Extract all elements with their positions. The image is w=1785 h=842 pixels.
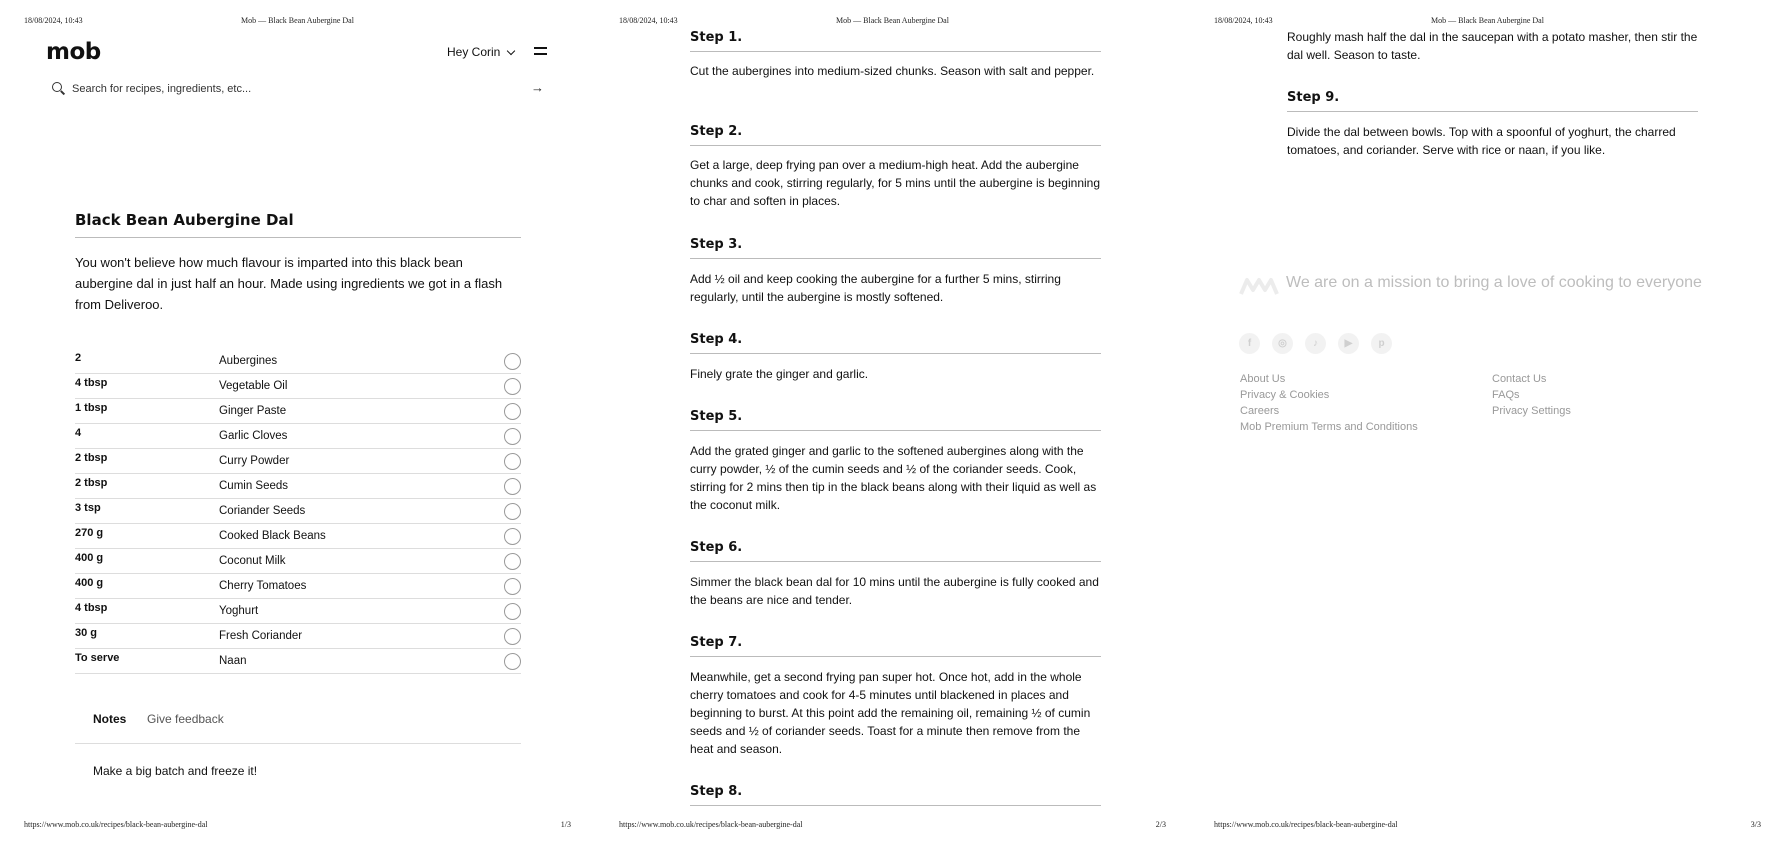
tab-give-feedback[interactable]: Give feedback bbox=[147, 712, 224, 726]
ingredient-checkbox[interactable] bbox=[504, 528, 521, 545]
ingredient-checkbox[interactable] bbox=[504, 478, 521, 495]
step-4-text: Finely grate the ginger and garlic. bbox=[690, 367, 869, 381]
note-text: Make a big batch and freeze it! bbox=[93, 764, 258, 778]
print-page-2 bbox=[595, 0, 1190, 842]
ingredient-name: Aubergines bbox=[219, 355, 278, 367]
print-doc-title: Mob — Black Bean Aubergine Dal bbox=[1431, 16, 1544, 25]
footer-link[interactable]: Mob Premium Terms and Conditions bbox=[1240, 421, 1418, 433]
step-6-text: Simmer the black bean dal for 10 mins until the aubergine is fully cooked and the beans are nice and tender. bbox=[690, 575, 1099, 607]
print-page-number: 2/3 bbox=[1155, 820, 1166, 829]
print-footer bbox=[1214, 820, 1761, 832]
ingredient-qty: 2 tbsp bbox=[75, 452, 108, 464]
youtube-icon[interactable]: ▶ bbox=[1338, 333, 1359, 354]
ingredient-row bbox=[75, 424, 521, 449]
print-page-number: 1/3 bbox=[560, 820, 571, 829]
ingredient-name: Garlic Cloves bbox=[219, 430, 288, 442]
mob-logo[interactable]: mob bbox=[46, 39, 101, 65]
ingredient-checkbox[interactable] bbox=[504, 378, 521, 395]
ingredient-row bbox=[75, 374, 521, 399]
step-5-title: Step 5. bbox=[690, 409, 1101, 431]
print-datetime: 18/08/2024, 10:43 bbox=[1214, 16, 1273, 25]
ingredient-name: Coriander Seeds bbox=[219, 505, 306, 517]
notes-tabs bbox=[75, 708, 521, 744]
step-1-title: Step 1. bbox=[690, 30, 1101, 52]
mission-statement: We are on a mission to bring a love of cooking to everyone bbox=[1286, 274, 1702, 291]
ingredient-qty: 400 g bbox=[75, 577, 104, 589]
step-3-title: Step 3. bbox=[690, 237, 1101, 259]
step-4-title: Step 4. bbox=[690, 332, 1101, 354]
tab-notes[interactable]: Notes bbox=[93, 712, 127, 726]
ingredient-row bbox=[75, 574, 521, 599]
step-8-title: Step 8. bbox=[690, 784, 1101, 806]
footer-link[interactable]: Privacy Settings bbox=[1492, 405, 1571, 417]
step-7-text: Meanwhile, get a second frying pan super hot. Once hot, add in the whole cherry tomatoes and cook for 4-5 minutes until blackened in places and beginning to burst. At this point add the remaining oil, remaining ½ of cumin seeds and ½ of coriander seeds. Toast for a minute then remove from the heat and season. bbox=[690, 670, 1091, 756]
ingredient-name: Coconut Milk bbox=[219, 555, 286, 567]
ingredient-row bbox=[75, 449, 521, 474]
recipe-title: Black Bean Aubergine Dal bbox=[75, 211, 521, 238]
step-5-text: Add the grated ginger and garlic to the softened aubergines along with the curry powder, ½ of the cumin seeds and ½ of the coriander seeds. Cook, stirring for 2 mins then tip in the black beans along with their liquid as well as the coconut milk. bbox=[690, 444, 1097, 512]
ingredient-row bbox=[75, 499, 521, 524]
ingredient-qty: 2 tbsp bbox=[75, 477, 108, 489]
ingredient-name: Fresh Coriander bbox=[219, 630, 303, 642]
footer-link[interactable]: FAQs bbox=[1492, 389, 1520, 401]
ingredient-name: Vegetable Oil bbox=[219, 380, 288, 392]
recipe-intro: You won't believe how much flavour is imparted into this black bean aubergine dal in just half an hour. Made using ingredients we got in a flash from Deliveroo. bbox=[75, 255, 503, 312]
social-links bbox=[1239, 333, 1392, 354]
step-7-title: Step 7. bbox=[690, 635, 1101, 657]
ingredient-row bbox=[75, 399, 521, 424]
footer-link[interactable]: Careers bbox=[1240, 405, 1280, 417]
instagram-icon[interactable]: ◎ bbox=[1272, 333, 1293, 354]
ingredient-checkbox[interactable] bbox=[504, 603, 521, 620]
search-bar bbox=[50, 78, 546, 100]
ingredient-qty: 4 tbsp bbox=[75, 602, 108, 614]
print-datetime: 18/08/2024, 10:43 bbox=[619, 16, 678, 25]
chevron-down-icon bbox=[507, 46, 515, 54]
ingredients-list bbox=[75, 349, 521, 674]
pinterest-icon[interactable]: p bbox=[1371, 333, 1392, 354]
greeting-label: Hey Corin bbox=[447, 45, 501, 59]
ingredient-row bbox=[75, 599, 521, 624]
print-datetime: 18/08/2024, 10:43 bbox=[24, 16, 83, 25]
print-page-number: 3/3 bbox=[1750, 820, 1761, 829]
ingredient-checkbox[interactable] bbox=[504, 503, 521, 520]
step-6-title: Step 6. bbox=[690, 540, 1101, 562]
ingredient-row bbox=[75, 524, 521, 549]
step-9-text: Divide the dal between bowls. Top with a spoonful of yoghurt, the charred tomatoes, and coriander. Serve with rice or naan, if you like. bbox=[1287, 125, 1676, 157]
ingredient-checkbox[interactable] bbox=[504, 428, 521, 445]
print-url: https://www.mob.co.uk/recipes/black-bean-aubergine-dal bbox=[24, 820, 208, 829]
ingredient-checkbox[interactable] bbox=[504, 653, 521, 670]
step-2-text: Get a large, deep frying pan over a medium-high heat. Add the aubergine chunks and cook, stirring regularly, for 5 mins until the aubergine is beginning to char and soften in places. bbox=[690, 158, 1101, 208]
print-page-1 bbox=[0, 0, 595, 842]
mob-mark-icon bbox=[1239, 276, 1279, 296]
facebook-icon[interactable]: f bbox=[1239, 333, 1260, 354]
print-footer bbox=[619, 820, 1166, 832]
ingredient-name: Curry Powder bbox=[219, 455, 290, 467]
ingredient-qty: 3 tsp bbox=[75, 502, 101, 514]
ingredient-checkbox[interactable] bbox=[504, 553, 521, 570]
search-input[interactable] bbox=[72, 80, 502, 98]
ingredient-qty: 4 tbsp bbox=[75, 377, 108, 389]
ingredient-name: Cooked Black Beans bbox=[219, 530, 326, 542]
print-page-3 bbox=[1190, 0, 1785, 842]
ingredient-checkbox[interactable] bbox=[504, 628, 521, 645]
ingredient-checkbox[interactable] bbox=[504, 353, 521, 370]
step-1-text: Cut the aubergines into medium-sized chunks. Season with salt and pepper. bbox=[690, 64, 1095, 78]
ingredient-checkbox[interactable] bbox=[504, 453, 521, 470]
ingredient-qty: 1 tbsp bbox=[75, 402, 108, 414]
ingredient-name: Naan bbox=[219, 655, 247, 667]
footer-link[interactable]: About Us bbox=[1240, 373, 1286, 385]
ingredient-name: Yoghurt bbox=[219, 605, 259, 617]
print-header bbox=[24, 16, 571, 28]
search-icon bbox=[52, 82, 64, 94]
ingredient-name: Ginger Paste bbox=[219, 405, 287, 417]
account-menu-button[interactable] bbox=[447, 45, 514, 59]
print-doc-title: Mob — Black Bean Aubergine Dal bbox=[241, 16, 354, 25]
footer-link[interactable]: Privacy & Cookies bbox=[1240, 389, 1330, 401]
print-header bbox=[1214, 16, 1761, 28]
ingredient-name: Cherry Tomatoes bbox=[219, 580, 307, 592]
ingredient-qty: 30 g bbox=[75, 627, 98, 639]
print-url: https://www.mob.co.uk/recipes/black-bean-aubergine-dal bbox=[619, 820, 803, 829]
ingredient-qty: 2 bbox=[75, 352, 82, 364]
ingredient-qty: 270 g bbox=[75, 527, 104, 539]
tiktok-icon[interactable]: ♪ bbox=[1305, 333, 1326, 354]
step-3-text: Add ½ oil and keep cooking the aubergine for a further 5 mins, stirring regularly, until the aubergine is mostly softened. bbox=[690, 272, 1061, 304]
arrow-right-icon[interactable]: → bbox=[531, 80, 544, 95]
ingredient-row bbox=[75, 549, 521, 574]
ingredient-name: Cumin Seeds bbox=[219, 480, 289, 492]
footer-links-col-1 bbox=[1240, 371, 1418, 435]
print-doc-title: Mob — Black Bean Aubergine Dal bbox=[836, 16, 949, 25]
ingredient-row bbox=[75, 624, 521, 649]
ingredient-row bbox=[75, 474, 521, 499]
ingredient-checkbox[interactable] bbox=[504, 403, 521, 420]
ingredient-qty: To serve bbox=[75, 652, 120, 664]
ingredient-row bbox=[75, 349, 521, 374]
footer-links-col-2 bbox=[1492, 371, 1571, 419]
ingredient-row bbox=[75, 649, 521, 674]
ingredient-qty: 400 g bbox=[75, 552, 104, 564]
step-9-title: Step 9. bbox=[1287, 90, 1698, 112]
print-header bbox=[619, 16, 1166, 28]
ingredient-qty: 4 bbox=[75, 427, 82, 439]
print-url: https://www.mob.co.uk/recipes/black-bean-aubergine-dal bbox=[1214, 820, 1398, 829]
footer-link[interactable]: Contact Us bbox=[1492, 373, 1547, 385]
ingredient-checkbox[interactable] bbox=[504, 578, 521, 595]
step-2-title: Step 2. bbox=[690, 124, 1101, 146]
print-footer bbox=[24, 820, 571, 832]
step-8-text: Roughly mash half the dal in the saucepan with a potato masher, then stir the dal well. Season to taste. bbox=[1287, 30, 1698, 62]
hamburger-icon[interactable] bbox=[534, 46, 547, 56]
